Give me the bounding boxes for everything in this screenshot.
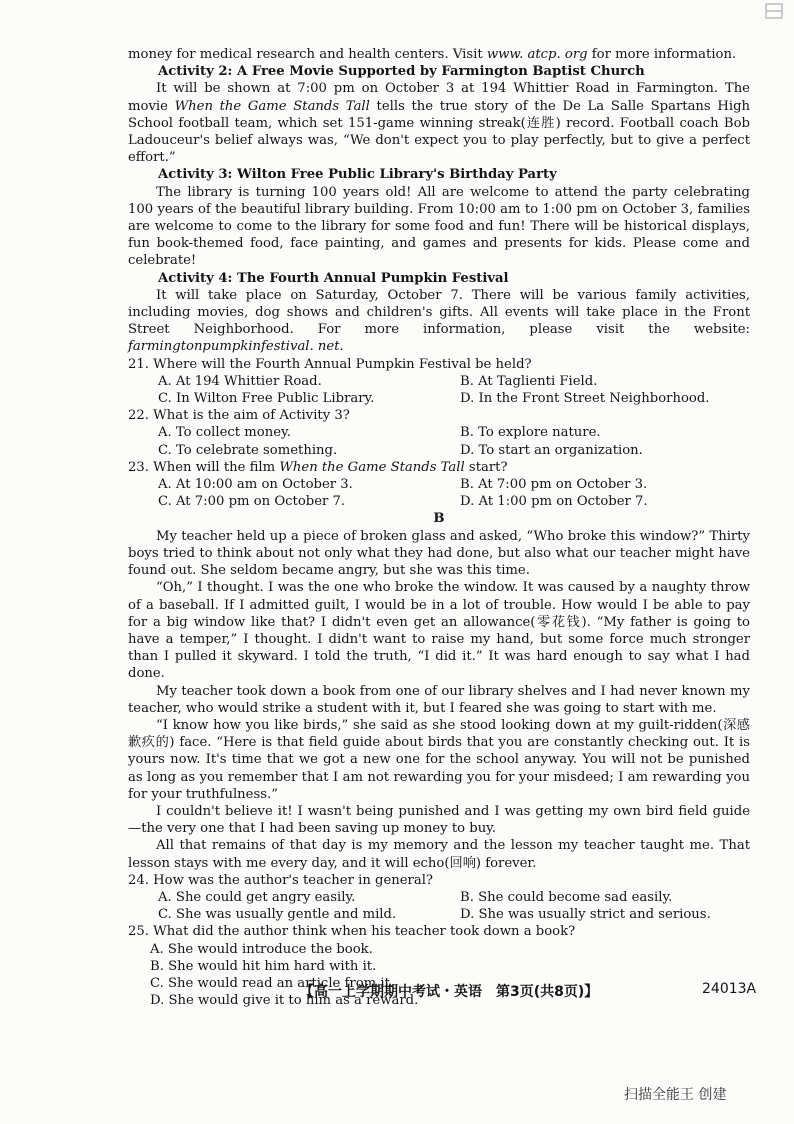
option-24-a: A. She could get angry easily. — [158, 889, 356, 905]
activity2-film: When the Game Stands Tall — [174, 98, 370, 114]
section-b-heading: B — [433, 511, 445, 527]
activity3-body: The library is turning 100 years old! All are welcome to attend the party celebrating 100 years of the beautiful library building. From 10:00 am to 1:00 pm on October 3, families are welcome to come to the library for some food and fun! There will be historical displays, fun book-themed food, face painting, and games and presents for kids. Please come and celebrate! — [128, 184, 750, 269]
activity2-body: It will be shown at 7:00 pm on October 3 at 194 Whittier Road in Farmington. The movie When the Game Stands Tall tells the true story of the De La Salle Spartans High School football team, which set 151-game winning streak(连胜) record. Football coach Bob Ladouceur's belief always was, “We don't expect you to play perfectly, but to give a perfect effort.” — [128, 81, 751, 166]
question-25: 25. What did the author think when his teacher took down a book? — [128, 924, 576, 940]
option-23-a: A. At 10:00 am on October 3. — [158, 477, 353, 493]
option-25-a: A. She would introduce the book. — [150, 941, 373, 957]
option-23-c: C. At 7:00 pm on October 7. — [158, 494, 346, 510]
option-25-b: B. She would hit him hard with it. — [150, 958, 377, 974]
option-23-d: D. At 1:00 pm on October 7. — [460, 494, 648, 510]
option-22-b: B. To explore nature. — [460, 425, 601, 441]
option-23-b: B. At 7:00 pm on October 3. — [460, 477, 648, 493]
option-22-a: A. To collect money. — [158, 425, 291, 441]
corner-mark-icon — [760, 0, 788, 24]
exam-page — [128, 46, 750, 1009]
option-24-d: D. She was usually strict and serious. — [460, 907, 711, 923]
option-24-c: C. She was usually gentle and mild. — [158, 907, 397, 923]
option-22-d: D. To start an organization. — [460, 442, 643, 458]
question-21: 21. Where will the Fourth Annual Pumpkin Festival be held? — [128, 356, 532, 372]
page-footer — [0, 981, 794, 1005]
passage-b-paragraph: “Oh,” I thought. I was the one who broke the window. It was caused by a naughty throw of a baseball. If I admitted guilt, I would be in a lot of trouble. How would I be able to pay for a big window like that? I didn't even get an allowance(零花钱). “My father is going to have a temper,” I thought. I didn't want to raise my hand, but some force much stronger than I pulled it skyward. I told the truth, “I did it.” It was hard enough to say what I had done. — [128, 580, 750, 682]
question-24: 24. How was the author's teacher in general? — [128, 872, 434, 888]
option-21-b: B. At Taglienti Field. — [460, 373, 598, 389]
option-21-d: D. In the Front Street Neighborhood. — [460, 391, 710, 407]
question-24-options — [128, 889, 750, 923]
footer-exam-info: 【高一上学期期中考试・英语 第3页(共8页)】 — [300, 984, 599, 1000]
option-24-b: B. She could become sad easily. — [460, 889, 673, 905]
activity4-heading: Activity 4: The Fourth Annual Pumpkin Festival — [158, 270, 509, 286]
passage-b-paragraph: “I know how you like birds,” she said as she stood looking down at my guilt-ridden(深感歉疚的) face. “Here is that field guide about birds that you are constantly checking out. It is yours now. It's time that we got a new one for the school anyway. You will not be punished as long as you remember that I am not rewarding you for your misdeed; I am rewarding you for your truthfulness.” — [128, 717, 750, 802]
passage-b-paragraph: All that remains of that day is my memory and the lesson my teacher taught me. That lesson stays with me every day, and it will echo(回响) forever. — [128, 838, 750, 871]
option-21-a: A. At 194 Whittier Road. — [158, 373, 322, 389]
question-23: 23. When will the film When the Game Stands Tall start? — [128, 459, 508, 475]
passage-b-paragraph: My teacher took down a book from one of our library shelves and I had never known my teacher, who would strike a student with it, but I feared she was going to start with me. — [128, 683, 750, 716]
option-22-c: C. To celebrate something. — [158, 442, 338, 458]
option-25-d: D. She would give it to him as a reward. — [150, 993, 419, 1009]
activity4-site: farmingtonpumpkinfestival. net. — [128, 339, 344, 355]
question-23-options — [128, 476, 750, 510]
intro-url: www. atcp. org — [486, 47, 588, 62]
passage-b-paragraph: I couldn't believe it! I wasn't being punished and I was getting my own bird field guide—the very one that I had been saving up money to buy. — [128, 803, 750, 837]
activity3-heading: Activity 3: Wilton Free Public Library's Birthday Party — [158, 167, 557, 183]
question-22-options — [128, 424, 750, 458]
scanner-watermark: 扫描全能王 创建 — [624, 1087, 727, 1103]
question-21-options — [128, 373, 750, 407]
activity4-body: It will take place on Saturday, October 7. There will be various family activities, including movies, dog shows and children's gifts. All events will take place in the Front Street Neighborhood. For more information, please visit the website: farmingtonpumpkinfestival. net. — [128, 287, 750, 355]
footer-code: 24013A — [702, 981, 757, 997]
option-25-c: C. She would read an article from it. — [150, 975, 395, 991]
option-21-c: C. In Wilton Free Public Library. — [158, 391, 375, 407]
activity2-heading: Activity 2: A Free Movie Supported by Farmington Baptist Church — [158, 64, 645, 80]
question-22: 22. What is the aim of Activity 3? — [128, 408, 350, 424]
intro-tail: money for medical research and health centers. Visit www. atcp. org for more information. — [128, 47, 737, 62]
passage-b-paragraph: My teacher held up a piece of broken glass and asked, “Who broke this window?” Thirty boys tried to think about not only what they had done, but also what our teacher might have found out. She seldom became angry, but she was this time. — [128, 528, 750, 579]
